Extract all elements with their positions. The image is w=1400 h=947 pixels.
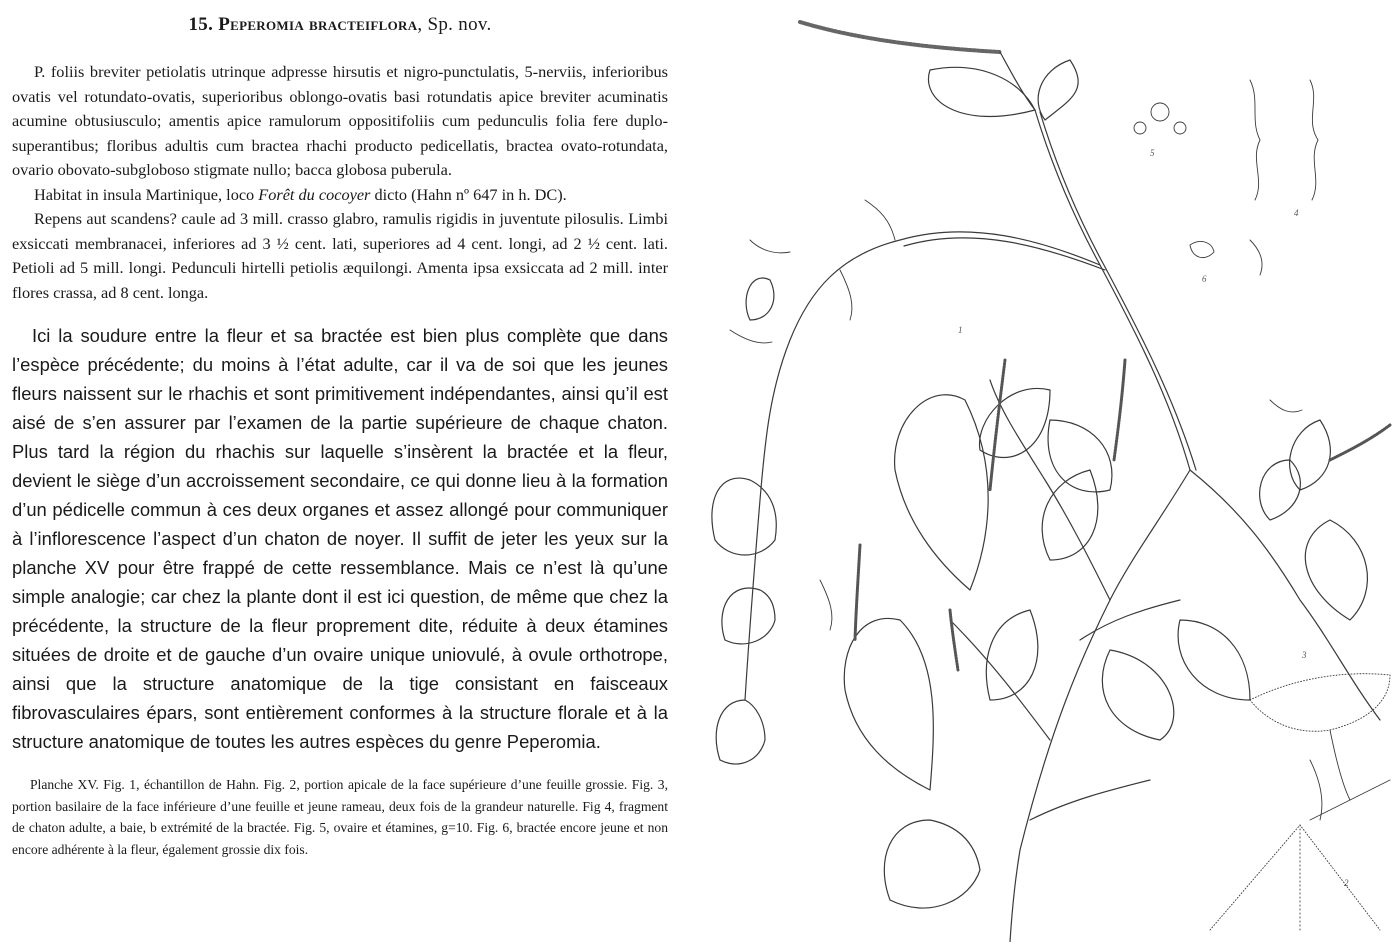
fig1-label: 1 bbox=[958, 325, 963, 335]
plate-caption bbox=[12, 774, 668, 860]
species-number: 15. bbox=[188, 14, 214, 35]
fig3-detail bbox=[1250, 674, 1390, 820]
latin-diagnosis bbox=[12, 60, 668, 305]
fig4-label: 4 bbox=[1294, 208, 1299, 218]
habitat-suffix: dicto (Hahn nº 647 in h. DC). bbox=[370, 184, 567, 204]
habitat-locality: Forêt du cocoyer bbox=[258, 184, 371, 204]
fig2-label: 2 bbox=[1344, 878, 1349, 888]
species-heading bbox=[12, 14, 668, 36]
top-catkin bbox=[800, 22, 1035, 110]
plant-illustration bbox=[690, 0, 1400, 942]
habitat-prefix: Habitat in insula Martinique, loco bbox=[34, 184, 259, 204]
species-name: Peperomia bracteiflora bbox=[218, 14, 418, 35]
species-suffix: , Sp. nov. bbox=[417, 14, 492, 35]
text-column bbox=[12, 10, 668, 860]
leaves bbox=[712, 60, 1368, 908]
fig4-detail bbox=[1134, 80, 1318, 258]
habitat-line bbox=[12, 183, 668, 208]
discussion-text bbox=[12, 321, 668, 756]
discussion-paragraph: Ici la soudure entre la fleur et sa bractée est bien plus complète que dans l’espèce précédente; du moins à l’état adulte, car il va de soi que les jeunes fleurs naissent sur le rhachis et sont primitivement indépendantes, ainsi qu’il est aisé de s’en assurer par l’examen de la partie supérieure de chaque chaton. Plus tard la région du rhachis sur laquelle s’insèrent la bractée et la fleur, devient le siège d’un accroissement secondaire, ce qui donne lieu à la formation d’un pédicelle commun à ces deux organes et assez allongé pour communiquer à l’inflorescence l’aspect d’un chaton de noyer. Il suffit de jeter les yeux sur la planche XV pour être frappé de cette ressemblance. Mais ce n’est là qu’une simple analogie; car chez la plante dont il est ici question, de même que chez la précédente, la structure de la fleur proprement dite, réduite à deux étamines situées de droite et de gauche d’un ovaire unique uniovulé, à ovule orthotrope, ainsi que la structure anatomique de la tige consistant en faisceaux fibrovasculaires épars, sont entièrement conformes à la structure florale et à la structure anatomique de toutes les autres espèces du genre Peperomia. bbox=[12, 325, 668, 752]
fig5-label: 5 bbox=[1150, 148, 1155, 158]
fig6-label: 6 bbox=[1202, 274, 1207, 284]
fig2-detail bbox=[1210, 825, 1380, 930]
botanical-plate bbox=[690, 0, 1400, 942]
catkins bbox=[855, 360, 1390, 670]
caption-paragraph: Planche XV. Fig. 1, échantillon de Hahn. Fig. 2, portion apicale de la face supérieure d’une feuille grossie. Fig. 3, portion basilaire de la face inférieure d’une feuille et jeune rameau, deux fois de la grandeur naturelle. Fig 4, fragment de chaton adulte, a baie, b extrémité de la bractée. Fig. 5, ovaire et étamines, g=10. Fig. 6, bractée encore jeune et non encore adhérente à la fleur, également grossie dix fois. bbox=[12, 777, 668, 857]
fig3-label: 3 bbox=[1302, 650, 1307, 660]
latin-description: P. foliis breviter petiolatis utrinque adpresse hirsutis et nigro-punctulatis, 5-nerviis, inferioribus ovatis vel rotundato-ovatis, superioribus oblongo-ovatis basi rotundatis apice breviter acuminatis acumine obtusiusculo; amentis apice ramulorum oppositifoliis cum pedunculis folia fere duplo-superantibus; floribus adultis cum bractea rhachi producto pedicellatis, bractea ovato-rotundata, ovario obovato-subgloboso stigmate nullo; bacca globosa puberula. bbox=[12, 62, 668, 179]
main-stem bbox=[745, 110, 1380, 942]
measurements: Repens aut scandens? caule ad 3 mill. crasso glabro, ramulis rigidis in juventute pilosulis. Limbi exsiccati membranacei, inferiores ad 3 ½ cent. lati, superiores ad 4 cent. longi, ad 2 ½ cent. lati. Petioli ad 5 mill. longi. Pedunculi hirtelli petiolis æquilongi. Amenta ipsa exsiccata ad 2 mill. inter flores crassa, ad 8 cent. longa. bbox=[12, 209, 668, 302]
